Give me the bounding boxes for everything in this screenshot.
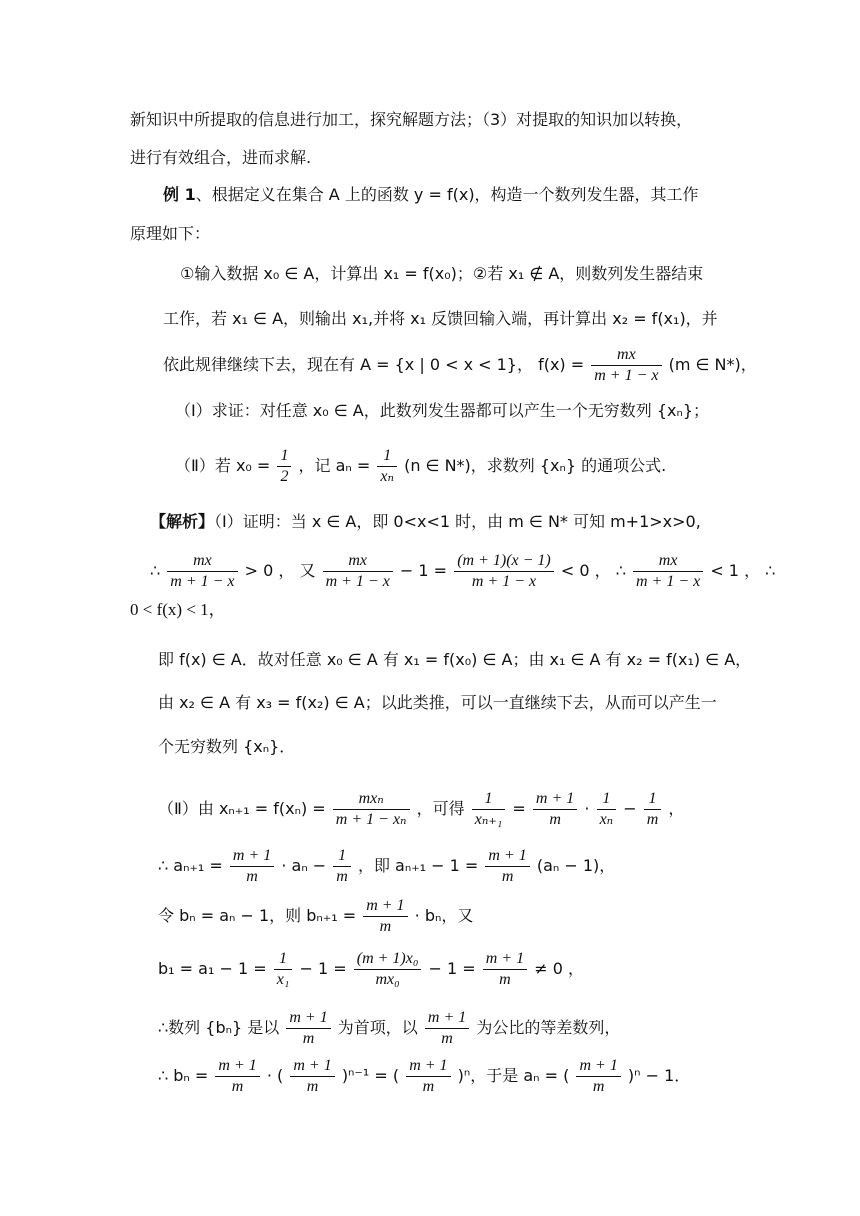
fraction: $\frac{1}{\text{xₙ}}$ [597, 789, 617, 830]
part-2-line-3: 令 bₙ = aₙ − 1，则 bₙ₊₁ = $\frac{m + 1}{m}$ · bₙ，又 [158, 897, 474, 935]
example-line-2: 原理如下： [130, 224, 211, 243]
solution-line-6: 个无穷数列 {xₙ}． [158, 737, 296, 756]
principle-line-1: ①输入数据 x₀ ∈ A，计算出 x₁ = f(x₀)；②若 x₁ ∉ A，则数列发生器结束 [180, 264, 704, 283]
part-2-line-4: b₁ = a₁ − 1 = $\frac{1}{\text{x₁}}$ − 1 = $\frac{\text{(m + 1)x₀}}{\text{mx₀}}$ − 1 = $\frac{m + 1}{m}$ ≠ 0 ， [158, 950, 584, 988]
solution-line-4: 即 f(x) ∈ A．故对任意 x₀ ∈ A 有 x₁ = f(x₀) ∈ A；由 x₁ ∈ A 有 x₂ = f(x₁) ∈ A， [158, 650, 752, 669]
solution-line-3: 0 < f(x) < 1， [130, 600, 226, 619]
question-2: （Ⅱ）若 x₀ = $\frac{1}{2}$ ，记 aₙ = $\frac{1}{\text{xₙ}}$ (n ∈ N*)，求数列 {xₙ} 的通项公式. [175, 447, 667, 485]
fraction: $\frac{1}{\text{xₙ}}$ [377, 446, 397, 487]
fraction: $\frac{mx}{m + 1 - x}$ [323, 551, 393, 592]
example-label: 例 1 [163, 185, 196, 204]
principle-line-2: 工作，若 x₁ ∈ A，则输出 x₁,并将 x₁ 反馈回输入端，再计算出 x₂ = f(x₁)，并 [163, 309, 718, 328]
solution-line-5: 由 x₂ ∈ A 有 x₃ = f(x₂) ∈ A；以此类推，可以一直继续下去，从而可以产生一 [158, 693, 717, 712]
fraction: $\frac{1}{\text{x₁}}$ [274, 949, 293, 990]
example-heading: 例 1、根据定义在集合 A 上的函数 y = f(x)，构造一个数列发生器，其工作 [163, 185, 699, 204]
part-2-line-5: ∴数列 {bₙ} 是以 $\frac{m + 1}{m}$ 为首项，以 $\frac{m + 1}{m}$ 为公比的等差数列， [158, 1009, 621, 1047]
fraction: $\frac{m + 1}{m}$ [230, 846, 274, 887]
fraction: $\frac{mx}{m + 1 - x}$ [591, 345, 661, 386]
fraction: $\frac{m + 1}{m}$ [363, 896, 407, 937]
solution-line-2: ∴ $\frac{mx}{m + 1 - x}$ > 0 ， 又 $\frac{mx}{m + 1 - x}$ − 1 = $\frac{(m + 1)(x - 1)}{m + 1 - x}$ < 0 ， ∴ $\frac{mx}{m + 1 - x}$ < 1 ， ∴ [150, 552, 776, 590]
question-1: （Ⅰ）求证：对任意 x₀ ∈ A，此数列发生器都可以产生一个无穷数列 {xₙ}； [175, 401, 710, 420]
fraction: $\frac{\text{mxₙ}}{\text{m + 1 − xₙ}}$ [333, 789, 410, 830]
fraction: $\frac{m + 1}{m}$ [483, 949, 527, 990]
fraction: $\frac{mx}{m + 1 - x}$ [167, 551, 237, 592]
fraction: $\frac{1}{m}$ [333, 846, 351, 887]
fraction: $\frac{m + 1}{m}$ [485, 846, 529, 887]
fraction: $\frac{m + 1}{m}$ [533, 789, 577, 830]
part-2-line-6: ∴ bₙ = $\frac{m + 1}{m}$ · ( $\frac{m + 1}{m}$ )ⁿ⁻¹ = ( $\frac{m + 1}{m}$ )ⁿ，于是 aₙ = ( $\frac{m + 1}{m}$ )ⁿ − 1． [158, 1057, 691, 1095]
solution-label: 【解析】 [150, 512, 215, 531]
fraction: $\frac{m + 1}{m}$ [406, 1056, 450, 1097]
fraction: $\frac{1}{2}$ [277, 446, 291, 487]
fraction: $\frac{m + 1}{m}$ [286, 1008, 330, 1049]
fraction: $\frac{m + 1}{m}$ [425, 1008, 469, 1049]
principle-line-3: 依此规律继续下去，现在有 A = {x | 0 < x < 1}， f(x) = $\frac{mx}{m + 1 - x}$ (m ∈ N*)， [163, 346, 757, 384]
solution-line-1: 【解析】（Ⅰ）证明：当 x ∈ A，即 0<x<1 时，由 m ∈ N* 可知 m+1>x>0, [150, 512, 701, 531]
intro-line-1: 新知识中所提取的信息进行加工，探究解题方法；（3）对提取的知识加以转换， [130, 110, 693, 129]
fraction: $\frac{1}{\text{xₙ₊₁}}$ [472, 789, 506, 830]
fraction: $\frac{(m + 1)(x - 1)}{m + 1 - x}$ [454, 551, 554, 592]
fraction: $\frac{m + 1}{m}$ [215, 1056, 259, 1097]
fraction: $\frac{mx}{m + 1 - x}$ [633, 551, 703, 592]
part-2-line-2: ∴ aₙ₊₁ = $\frac{m + 1}{m}$ · aₙ − $\frac{1}{m}$ ，即 aₙ₊₁ − 1 = $\frac{m + 1}{m}$ (aₙ − 1)， [158, 847, 616, 885]
fraction: $\frac{1}{m}$ [644, 789, 662, 830]
fraction: $\frac{\text{(m + 1)x₀}}{\text{mx₀}}$ [354, 949, 422, 990]
fraction: $\frac{m + 1}{m}$ [290, 1056, 334, 1097]
fraction: $\frac{m + 1}{m}$ [576, 1056, 620, 1097]
intro-line-2: 进行有效组合，进而求解. [130, 148, 312, 167]
part-2-line-1: （Ⅱ）由 xₙ₊₁ = f(xₙ) = $\frac{\text{mxₙ}}{\text{m + 1 − xₙ}}$ ，可得 $\frac{1}{\text{xₙ₊₁}}$ = $\frac{m + 1}{m}$ · $\frac{1}{\text{xₙ}}$ − $\frac{1}{m}$ ， [158, 790, 685, 828]
